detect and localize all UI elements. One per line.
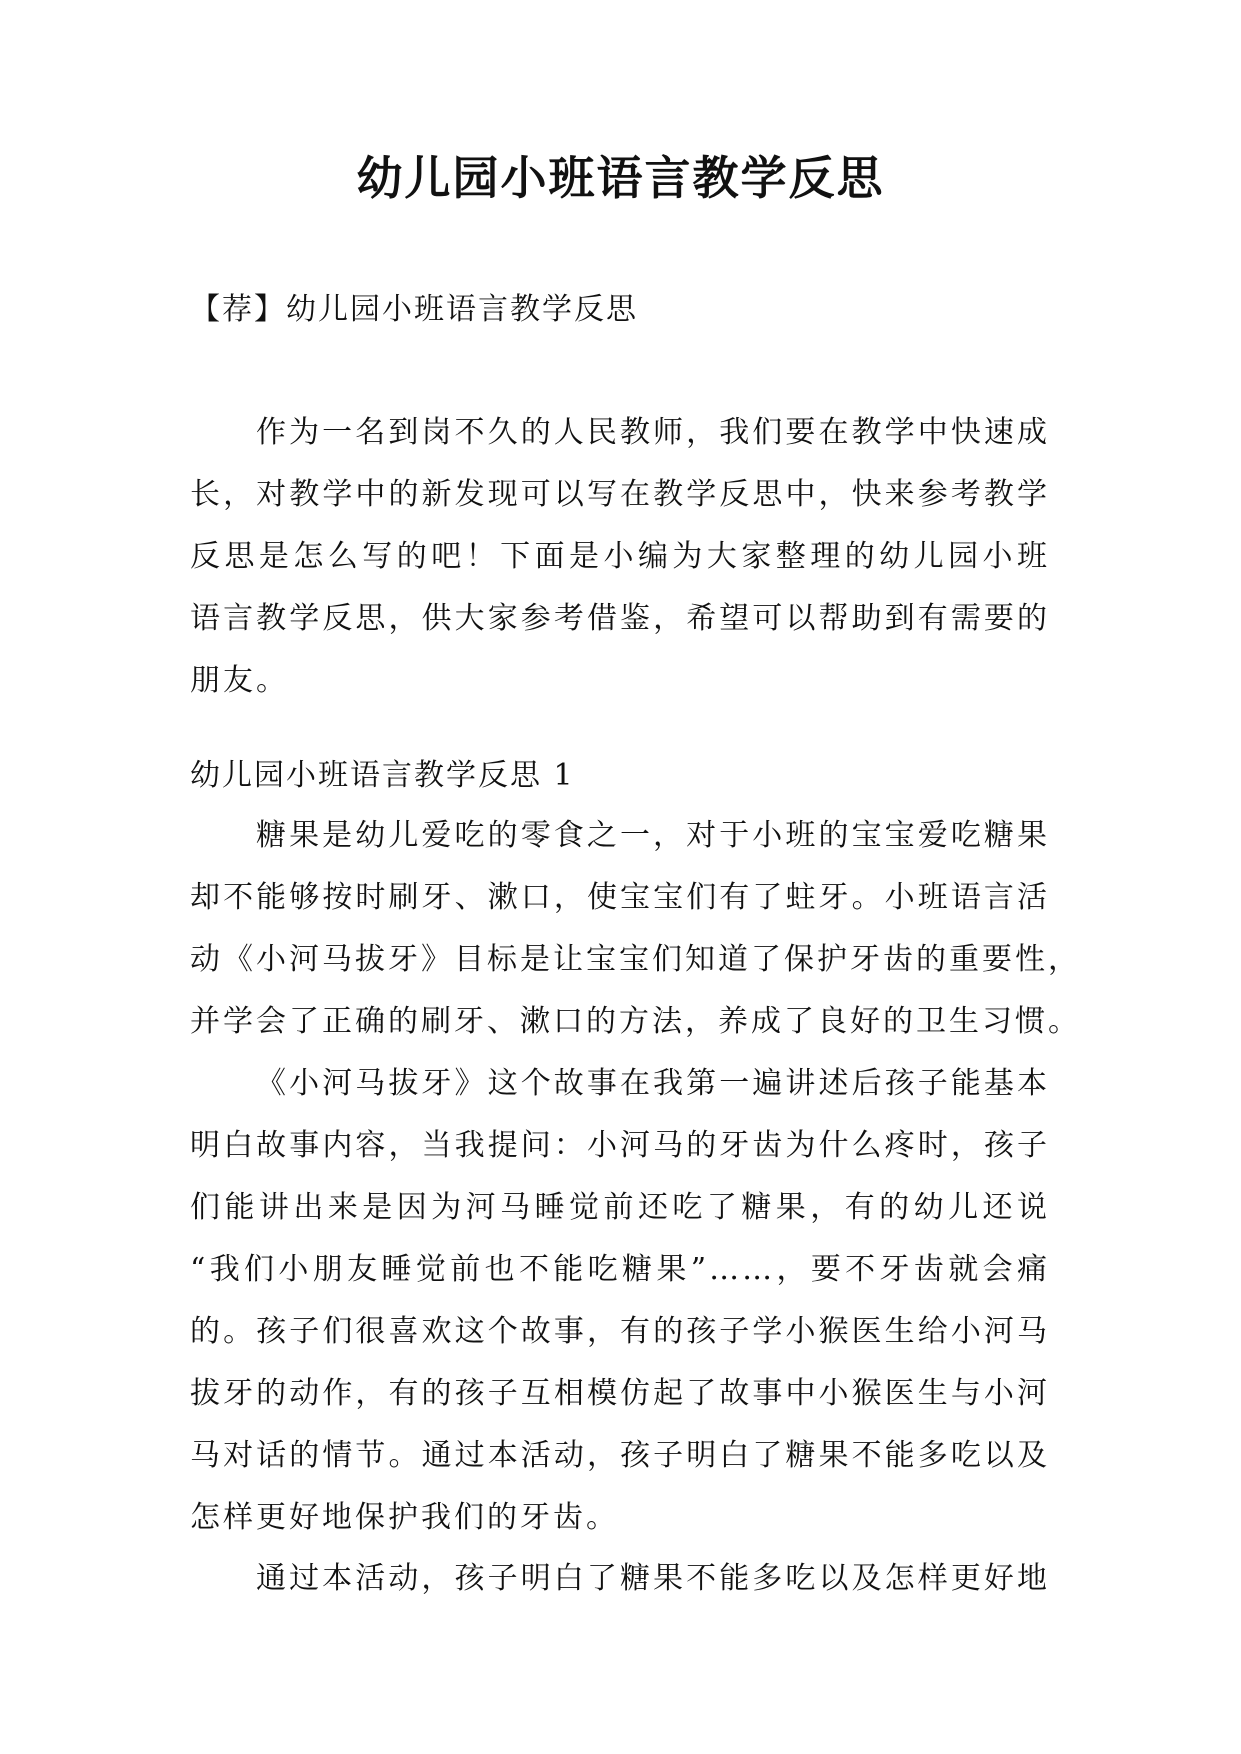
paragraph-line: 动《小河马拔牙》目标是让宝宝们知道了保护牙齿的重要性， <box>190 942 1081 977</box>
paragraph-line: 却不能够按时刷牙、漱口，使宝宝们有了蛀牙。小班语言活 <box>190 880 1050 915</box>
document-title: 幼儿园小班语言教学反思 <box>356 151 885 205</box>
paragraph-line: 马对话的情节。通过本活动，孩子明白了糖果不能多吃以及 <box>190 1438 1050 1473</box>
paragraph-line: 明白故事内容，当我提问：小河马的牙齿为什么疼时，孩子 <box>190 1128 1050 1163</box>
body-paragraph-2 <box>190 1053 1050 1549</box>
paragraph-line: 通过本活动，孩子明白了糖果不能多吃以及怎样更好地 <box>256 1561 1050 1596</box>
body-paragraph-1 <box>190 805 1081 1053</box>
body-paragraph-3 <box>190 1548 1050 1610</box>
section-heading: 幼儿园小班语言教学反思 1 <box>190 758 575 793</box>
paragraph-line: 糖果是幼儿爱吃的零食之一，对于小班的宝宝爱吃糖果 <box>256 818 1050 853</box>
paragraph-line: 作为一名到岗不久的人民教师，我们要在教学中快速成 <box>256 415 1050 450</box>
paragraph-line: 反思是怎么写的吧！下面是小编为大家整理的幼儿园小班 <box>190 539 1050 574</box>
document-subtitle: 【荐】幼儿园小班语言教学反思 <box>190 292 638 327</box>
paragraph-line: 的。孩子们很喜欢这个故事，有的孩子学小猴医生给小河马 <box>190 1314 1050 1349</box>
paragraph-line: 朋友。 <box>190 663 289 698</box>
paragraph-line: “我们小朋友睡觉前也不能吃糖果”……，要不牙齿就会痛 <box>190 1252 1050 1287</box>
paragraph-line: 《小河马拔牙》这个故事在我第一遍讲述后孩子能基本 <box>256 1066 1050 1101</box>
paragraph-line: 们能讲出来是因为河马睡觉前还吃了糖果，有的幼儿还说 <box>190 1190 1050 1225</box>
paragraph-line: 并学会了正确的刷牙、漱口的方法，养成了良好的卫生习惯。 <box>190 1004 1081 1039</box>
paragraph-line: 怎样更好地保护我们的牙齿。 <box>190 1500 619 1535</box>
intro-paragraph <box>190 402 1050 712</box>
paragraph-line: 语言教学反思，供大家参考借鉴，希望可以帮助到有需要的 <box>190 601 1050 636</box>
paragraph-line: 长，对教学中的新发现可以写在教学反思中，快来参考教学 <box>190 477 1050 512</box>
paragraph-line: 拔牙的动作，有的孩子互相模仿起了故事中小猴医生与小河 <box>190 1376 1050 1411</box>
